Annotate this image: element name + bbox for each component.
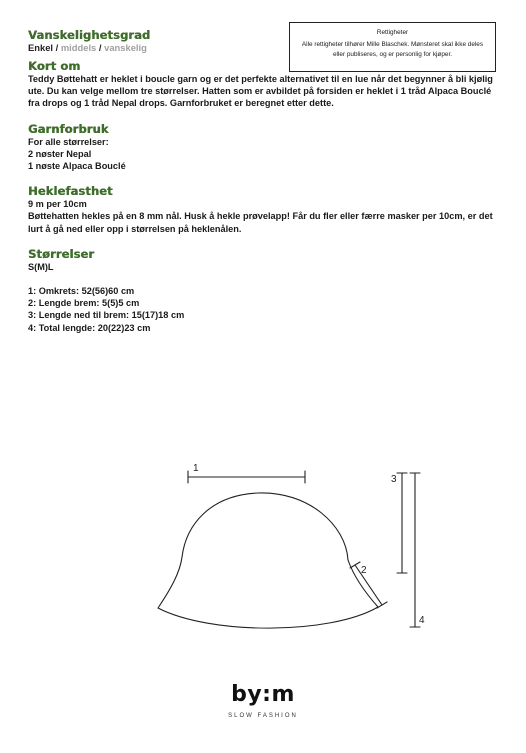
measurement-item: 4: Total lengde: 20(22)23 cm: [28, 322, 151, 333]
sizes-range: S(M)L: [28, 261, 54, 272]
rights-body: Alle rettigheter tilhører Mille Blaschek. Mønsteret skal ikke deles eller publiseres, og er personlig for kjøper.: [301, 41, 484, 58]
measure-tick-2a: [350, 562, 360, 568]
hat-outline: [158, 493, 378, 628]
difficulty-levels: [28, 42, 498, 54]
sizes-heading: Størrelser: [28, 246, 95, 261]
rights-title: Rettigheter: [376, 29, 409, 36]
measure-label-3: 3: [391, 474, 397, 485]
difficulty-separator: /: [96, 42, 105, 53]
difficulty-separator: /: [53, 42, 61, 53]
measurement-item: 2: Lengde brem: 5(5)5 cm: [28, 298, 140, 309]
brand-logo: [0, 683, 526, 719]
yarn-line: For alle størrelser:: [28, 136, 109, 147]
difficulty-level-easy: Enkel: [28, 42, 54, 53]
pattern-content: [28, 28, 498, 334]
measure-label-2: 2: [361, 565, 367, 576]
gauge-line: Bøttehatten hekles på en 8 mm nål. Husk å hekle prøvelapp! Får du fler eller færre masker per 10cm, er det lurt å gå ned eller opp i størrelsen på heklenålen.: [28, 211, 493, 234]
measurement-item: 3: Lengde ned til brem: 15(17)18 cm: [28, 310, 185, 321]
logo-tagline: SLOW FASHION: [228, 713, 298, 719]
logo-mark: by:m: [231, 682, 295, 707]
difficulty-level-hard: vanskelig: [104, 42, 147, 53]
measure-label-4: 4: [419, 615, 425, 626]
measure-label-1: 1: [193, 463, 199, 474]
difficulty-heading: Vanskelighetsgrad: [28, 28, 151, 42]
yarn-heading: Garnforbruk: [28, 121, 109, 136]
gauge-line: 9 m per 10cm: [28, 199, 87, 210]
intro-text: Teddy Bøttehatt er heklet i boucle garn og er det perfekte alternativet til en lue når det begynner å bli kjølig ute. Du kan velge mellom tre størrelser. Hatten som er avbildet på forsiden er heklet i 1 tråd Alpaca Bouclé fra drops og 1 tråd Nepal drops. Garnforbruket er beregnet etter dette.: [28, 74, 493, 109]
measurement-item: 1: Omkrets: 52(56)60 cm: [28, 286, 135, 297]
yarn-line: 2 nøster Nepal: [28, 148, 92, 159]
gauge-heading: Heklefasthet: [28, 184, 113, 199]
intro-heading: Kort om: [28, 59, 81, 73]
difficulty-level-medium: middels: [60, 42, 97, 53]
measure-tick-2b: [377, 602, 387, 608]
yarn-line: 1 nøste Alpaca Bouclé: [28, 161, 126, 172]
hat-diagram: [150, 455, 440, 640]
measure-line-2: [355, 565, 382, 605]
